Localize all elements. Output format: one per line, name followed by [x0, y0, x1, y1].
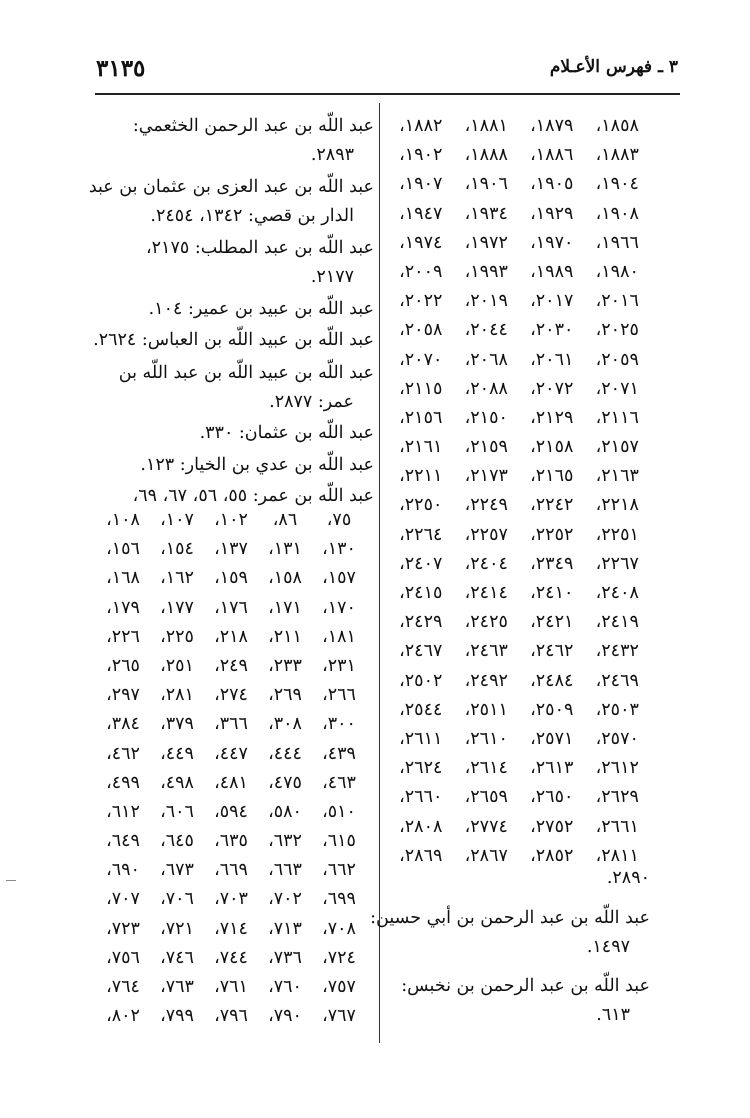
- number-row: [388, 671, 650, 700]
- page-reference: ٢٤٠٧،: [399, 553, 443, 574]
- page-reference: ٢٢٦٤،: [399, 524, 443, 545]
- page-reference: ٢٦١٠،: [464, 728, 508, 749]
- page-reference: ١٣١،: [268, 539, 302, 560]
- page-reference: ٢٥٠٢،: [399, 670, 443, 691]
- page-reference: ١٨٨١،: [464, 116, 508, 136]
- page-reference: ٢٥١١،: [464, 699, 508, 720]
- page-reference: ٢٢١١،: [399, 466, 443, 487]
- page-reference: ١٥٦،: [106, 539, 140, 560]
- page-reference: ٢٠٤٤،: [464, 320, 508, 341]
- index-entry: [93, 326, 374, 355]
- entry-continuation: ١٤٩٧.: [586, 937, 630, 957]
- index-entry: [96, 482, 374, 511]
- header-rule: [95, 93, 680, 95]
- number-row: [96, 860, 366, 889]
- page-reference: ٢٤٣٢،: [595, 641, 639, 662]
- index-entry: [96, 359, 374, 417]
- page-reference: ٦٠٦،: [160, 801, 194, 822]
- page-reference: ٤٤٤،: [268, 743, 302, 764]
- page-reference: ٢٤٩،: [214, 655, 248, 676]
- page-reference: ١٩٤٧،: [399, 203, 443, 224]
- page-reference: ١٦٢،: [160, 568, 194, 589]
- page-reference: ٢٠٥٨،: [399, 320, 443, 341]
- number-row: [96, 627, 366, 656]
- page-reference: ١٣٧،: [214, 539, 248, 560]
- page-reference: ٢٦١٣،: [530, 758, 574, 779]
- page-reference: ٧٦٣،: [160, 977, 194, 997]
- number-row: [96, 919, 366, 948]
- number-row: [96, 1006, 366, 1035]
- page-reference: ٢١٥٠،: [464, 407, 508, 428]
- page-reference: ٢٢٥١،: [595, 524, 639, 545]
- page-reference: ٢٢٥،: [160, 626, 194, 647]
- page-reference: ٣٨٤،: [106, 714, 140, 735]
- page-reference: ٢٢٥٠،: [399, 495, 443, 516]
- number-row: [96, 802, 366, 831]
- page-reference: ٢٨٦٧،: [464, 845, 508, 866]
- page-reference: ٢٤٢١،: [530, 612, 574, 633]
- entry-continuation: الدار بن قصي: ١٣٤٢، ٢٤٥٤.: [150, 206, 354, 226]
- page-reference: ٤٩٩،: [106, 772, 140, 793]
- index-entry: [88, 173, 374, 231]
- page-reference: ٨٠٢،: [106, 1006, 140, 1027]
- page-reference: ١٩٨٠،: [595, 261, 639, 282]
- page-reference: ٦٧٣،: [160, 860, 194, 881]
- page-reference: ٧٠٢،: [268, 889, 302, 910]
- page-reference: ٢٦٦٠،: [399, 787, 443, 808]
- page-reference: ٢٦٦١،: [595, 816, 639, 837]
- number-row: [388, 291, 650, 320]
- page-reference: ١٧٧،: [160, 597, 194, 618]
- page-reference: ٣٠٨،: [268, 714, 302, 735]
- page-reference: ٢٨١١،: [595, 845, 639, 866]
- page-reference: ٢٣٤٩،: [530, 553, 574, 574]
- page-reference: ٥١٠،: [322, 801, 356, 822]
- page-reference: ٧٤٦،: [160, 947, 194, 968]
- page-reference: ٢٦١٢،: [595, 758, 639, 779]
- page-reference: ١٩٨٩،: [530, 261, 574, 282]
- page-reference: ٤٦٣،: [322, 772, 356, 793]
- page-reference: ١٥٩،: [214, 568, 248, 589]
- page-number: ٣١٣٥: [96, 55, 146, 82]
- page-reference: ٢٦٩،: [268, 685, 302, 706]
- entry-heading: عبد اللّه بن عدي بن الخيار: ١٢٣.: [140, 455, 374, 475]
- page-reference: ٢٥١،: [160, 655, 194, 676]
- page-reference: ٧٢٣،: [106, 918, 140, 939]
- number-row: [388, 495, 650, 524]
- page-reference: ١٨٨٨،: [464, 145, 508, 166]
- page-reference: ١٦٨،: [106, 568, 140, 589]
- page-reference: ١٩٠٦،: [464, 174, 508, 195]
- page-reference: ١٩٩٣،: [464, 261, 508, 282]
- number-row: [388, 612, 650, 641]
- page-reference: ٤٨١،: [214, 772, 248, 793]
- number-row: [388, 787, 650, 816]
- page-reference: ٢١٥٧،: [595, 437, 639, 458]
- page-reference: ١٩٦٦،: [595, 232, 639, 253]
- page-reference: ٦٣٥،: [214, 831, 248, 852]
- page-reference: ١٨٥٨،: [595, 116, 639, 136]
- page-reference: ٦٩٠،: [106, 860, 140, 881]
- number-row: [388, 233, 650, 262]
- page-reference: ١٧٠،: [322, 597, 356, 618]
- page-reference: ٧٩٠،: [268, 1006, 302, 1027]
- page-reference: ٢٤٨٤،: [530, 670, 574, 691]
- entry-continuation: ٢٨٩٣.: [310, 145, 354, 165]
- page-reference: ٥٩٤،: [214, 801, 248, 822]
- page-reference: ٢٦١١،: [399, 728, 443, 749]
- page-reference: ٢٢٥٢،: [530, 524, 574, 545]
- page-reference: ١٨١،: [322, 626, 356, 647]
- number-row: [388, 758, 650, 787]
- page-reference: ٧٩٩،: [160, 1006, 194, 1027]
- number-row: [388, 641, 650, 670]
- page-reference: ٢٤٠٨،: [595, 583, 639, 603]
- index-entry: [96, 112, 374, 170]
- page-reference: ٣٦٦،: [214, 714, 248, 735]
- page-reference: ٢٦٥،: [106, 655, 140, 676]
- page-reference: ٢٤١٩،: [595, 612, 639, 633]
- page-reference: ٢٥٤٤،: [399, 699, 443, 720]
- number-row: [96, 948, 366, 977]
- page-reference: ٢١٦١،: [399, 437, 443, 458]
- entry-heading: عبد اللّه بن عبيد بن عمير: ١٠٤.: [148, 299, 374, 319]
- right-column-tail: [370, 864, 650, 1034]
- index-entry: [388, 972, 650, 1030]
- page-reference: ٢٦٥٠،: [530, 787, 574, 808]
- number-row: [388, 379, 650, 408]
- page-reference: ٢٠٠٩،: [399, 261, 443, 282]
- page-reference: ١٩٧٢،: [464, 232, 508, 253]
- entry-heading: عبد اللّه بن عبد الرحمن الخثعمي:: [132, 116, 374, 136]
- page-reference: ٢٣١،: [322, 655, 356, 676]
- number-row: [388, 437, 650, 466]
- page-reference: ٢٤٦٧،: [399, 641, 443, 662]
- page-reference: ٦٣٢،: [268, 831, 302, 852]
- page-reference: ٥٨٠،: [268, 801, 302, 822]
- page-reference: ٢٠١٧،: [530, 291, 574, 312]
- page-reference: ٢٦٦،: [322, 685, 356, 706]
- page-reference: ١٠٨،: [106, 510, 140, 530]
- page-reference: ٧٠٧،: [106, 889, 140, 910]
- number-row: [388, 116, 650, 145]
- page-reference: ٢٠٨٨،: [464, 378, 508, 399]
- page-reference: ٧٥٧،: [322, 977, 356, 997]
- page-reference: ٤٤٩،: [160, 743, 194, 764]
- number-row: [96, 714, 366, 743]
- number-row: [388, 700, 650, 729]
- page-reference: ٤٦٢،: [106, 743, 140, 764]
- page-reference: ١٥٨،: [268, 568, 302, 589]
- page-reference: ٢٠٦١،: [530, 349, 574, 370]
- page-reference: ٢١١٥،: [399, 378, 443, 399]
- page-reference: ٧٣٦،: [268, 947, 302, 968]
- number-row: [388, 583, 650, 612]
- column-divider: [379, 103, 380, 1043]
- entry-heading: عبد اللّه بن عبيد اللّه بن العباس: ٢٦٢٤.: [93, 330, 374, 350]
- entry-heading: عبد اللّه بن عبد المطلب: ٢١٧٥،: [146, 238, 374, 258]
- page-reference: ١٩٠٤،: [595, 174, 639, 195]
- entry-continuation: ٦١٣.: [596, 1005, 630, 1025]
- page-reference: ٢٤١٠،: [530, 583, 574, 603]
- page-reference: ٢١٥٨،: [530, 437, 574, 458]
- number-row: [388, 204, 650, 233]
- page-reference: ٢١١،: [268, 626, 302, 647]
- page-reference: ٢٠٧١،: [595, 378, 639, 399]
- page-reference: ١٧٦،: [214, 597, 248, 618]
- page-reference: ٢٣٣،: [268, 655, 302, 676]
- number-row: [96, 656, 366, 685]
- page-reference: ٧٢٤،: [322, 947, 356, 968]
- page-reference: ١٧١،: [268, 597, 302, 618]
- page-reference: ٧١٤،: [214, 918, 248, 939]
- page-reference: ٢٤٢٥،: [464, 612, 508, 633]
- page-reference: ٢٨١،: [160, 685, 194, 706]
- page-reference: ٦١٢،: [106, 801, 140, 822]
- page-reference: ٧٦٧،: [322, 1006, 356, 1027]
- page-reference: ٧٢١،: [160, 918, 194, 939]
- page-reference: ٢٤٦٣،: [464, 641, 508, 662]
- entry-heading: عبد اللّه بن عثمان: ٣٣٠.: [199, 423, 374, 443]
- page-reference: ٢٠٣٠،: [530, 320, 574, 341]
- page-reference: ٣٠٠،: [322, 714, 356, 735]
- right-number-grid: [388, 116, 650, 875]
- page-reference: ٦٦٢،: [322, 860, 356, 881]
- number-row: [388, 554, 650, 583]
- number-row: [96, 568, 366, 597]
- page-reference: ١٩٠٥،: [530, 174, 574, 195]
- index-entry: [370, 904, 650, 962]
- page-reference: ٢١٦٣،: [595, 466, 639, 487]
- page-reference: ٢٧٥٢،: [530, 816, 574, 837]
- page-reference: ٧٩٦،: [214, 1006, 248, 1027]
- left-number-grid: [96, 510, 366, 1035]
- page-reference: ١٩٠٧،: [399, 174, 443, 195]
- entry-heading: عبد اللّه بن عبد الرحمن بن نخبس:: [401, 976, 650, 996]
- entry-heading: عبد اللّه بن عبيد اللّه بن عبد اللّه بن: [118, 363, 374, 383]
- page-reference: ١٧٩،: [106, 597, 140, 618]
- page-reference: ١٣٠،: [322, 539, 356, 560]
- number-row: [388, 145, 650, 174]
- page-reference: ٢٩٧،: [106, 685, 140, 706]
- number-row: [96, 889, 366, 918]
- page-reference: ٢٢٥٧،: [464, 524, 508, 545]
- page-reference: ٢٠٢٢،: [399, 291, 443, 312]
- page-reference: ٢٤٦٢،: [530, 641, 574, 662]
- number-row: [96, 977, 366, 1006]
- page-reference: ١٠٧،: [160, 510, 194, 530]
- page-reference: ٤٧٥،: [268, 772, 302, 793]
- page-reference: ٧١٣،: [268, 918, 302, 939]
- page-reference: ٧٦٤،: [106, 977, 140, 997]
- page-reference: ٢٧٤،: [214, 685, 248, 706]
- page-reference: ١٥٤،: [160, 539, 194, 560]
- page-reference: ٦٦٩،: [214, 860, 248, 881]
- page-reference: ٢٤١٤،: [464, 583, 508, 603]
- entry-heading: عبد اللّه بن عبد الرحمن بن أبي حسين:: [370, 908, 650, 928]
- page-reference: ٢٥٠٩،: [530, 699, 574, 720]
- page-reference: ٢١٧٣،: [464, 466, 508, 487]
- number-row: [96, 598, 366, 627]
- page-reference: ٢٦٢٩،: [595, 787, 639, 808]
- page-reference: ٢٤١٥،: [399, 583, 443, 603]
- page-reference: ٢٥٠٣،: [595, 699, 639, 720]
- page-reference: ٢٤٠٤،: [464, 553, 508, 574]
- number-row: [388, 729, 650, 758]
- number-row: [96, 685, 366, 714]
- page-reference: ١٩٠٨،: [595, 203, 639, 224]
- page-reference: ١٩٧٠،: [530, 232, 574, 253]
- page-reference: ٢٢٦٧،: [595, 553, 639, 574]
- page-reference: ١٠٢،: [214, 510, 248, 530]
- page-reference: ١٨٧٩،: [530, 116, 574, 136]
- page-reference: ٢٠١٦،: [595, 291, 639, 312]
- page-reference: ٧٤٤،: [214, 947, 248, 968]
- number-row: [96, 539, 366, 568]
- page-reference: ١٩٠٢،: [399, 145, 443, 166]
- page-reference: ٤٩٨،: [160, 772, 194, 793]
- page-reference: ١٨٨٣،: [595, 145, 639, 166]
- page-reference: ٧٠٦،: [160, 889, 194, 910]
- page-reference: ٢٢١٨،: [595, 495, 639, 516]
- page-reference: ٢٦٥٩،: [464, 787, 508, 808]
- index-entry: [96, 419, 374, 448]
- page-reference: ٢٢٤٢،: [530, 495, 574, 516]
- page-reference: ٢٨٦٩،: [399, 845, 443, 866]
- page-reference: ٢٤٦٩،: [595, 670, 639, 691]
- page-reference: ٧٠٣،: [214, 889, 248, 910]
- page-reference: ٧٥،: [326, 510, 352, 530]
- number-row: [96, 744, 366, 773]
- index-entry: [96, 451, 374, 480]
- page-reference: ٢٥٧٠،: [595, 728, 639, 749]
- page-reference: ٦٤٥،: [160, 831, 194, 852]
- page-reference: ٢٠٧٠،: [399, 349, 443, 370]
- page-reference: ٧٦١،: [214, 977, 248, 997]
- entry-continuation: عمر: ٢٨٧٧.: [269, 392, 354, 412]
- section-title: ٣ ـ فهرس الأعـلام: [549, 57, 678, 77]
- entry-heading: عبد اللّه بن عمر: ٥٥، ٥٦، ٦٧، ٦٩،: [132, 486, 374, 506]
- page-reference: ٤٣٩،: [322, 743, 356, 764]
- margin-mark: [6, 880, 16, 881]
- page-reference: ٢١٥٩،: [464, 437, 508, 458]
- page-reference: ١٨٨٢،: [399, 116, 443, 136]
- page-reference: ٢٢٤٩،: [464, 495, 508, 516]
- page-reference: ٢٧٧٤،: [464, 816, 508, 837]
- number-row: [388, 262, 650, 291]
- page-reference: ٤٤٧،: [214, 743, 248, 764]
- page-reference: ٢٤٩٢،: [464, 670, 508, 691]
- page-reference: ٢٤٢٩،: [399, 612, 443, 633]
- page-reference: ١٩٢٩،: [530, 203, 574, 224]
- number-row: [96, 831, 366, 860]
- page-reference: ٢٦٢٤،: [399, 758, 443, 779]
- number-row: [96, 773, 366, 802]
- page-reference: ٢٢٦،: [106, 626, 140, 647]
- page-reference: ٢٠١٩،: [464, 291, 508, 312]
- reference-tail: ٢٨٩٠.: [606, 868, 650, 888]
- number-row: [388, 466, 650, 495]
- page-reference: ٢١٥٦،: [399, 407, 443, 428]
- page-reference: ٦٤٩،: [106, 831, 140, 852]
- page-reference: ٦٦٣،: [268, 860, 302, 881]
- page-reference: ١٥٧،: [322, 568, 356, 589]
- number-row: [96, 510, 366, 539]
- page-reference: ٧٥٦،: [106, 947, 140, 968]
- index-entry: [96, 295, 374, 324]
- page-reference: ٢٨٠٨،: [399, 816, 443, 837]
- page-reference: ٧٠٨،: [322, 918, 356, 939]
- page-reference: ٢٠٦٨،: [464, 349, 508, 370]
- page-reference: ٢١٢٩،: [530, 407, 574, 428]
- page-reference: ٢٠٢٥،: [595, 320, 639, 341]
- page-reference: ٢١١٦،: [595, 407, 639, 428]
- page-header: [0, 0, 750, 90]
- page-reference: ١٨٨٦،: [530, 145, 574, 166]
- page-reference: ٢٥٧١،: [530, 728, 574, 749]
- number-row: [388, 320, 650, 349]
- number-row: [388, 174, 650, 203]
- page-reference: ١٩٣٤،: [464, 203, 508, 224]
- entry-continuation: ٢١٧٧.: [310, 267, 354, 287]
- page-reference: ٣٧٩،: [160, 714, 194, 735]
- page-reference: ٨٦،: [272, 510, 298, 530]
- page-reference: ٦١٥،: [322, 831, 356, 852]
- number-row: [388, 350, 650, 379]
- page-reference: ١٩٧٤،: [399, 232, 443, 253]
- page-reference: ٦٩٩،: [322, 889, 356, 910]
- page-reference: ٢٠٧٢،: [530, 378, 574, 399]
- number-row: [388, 408, 650, 437]
- index-entry: [96, 234, 374, 292]
- page-reference: ٢٦١٤،: [464, 758, 508, 779]
- entry-heading: عبد اللّه بن عبد العزى بن عثمان بن عبد: [88, 177, 374, 197]
- page-reference: ٢٠٥٩،: [595, 349, 639, 370]
- page-reference: ٧٦٠،: [268, 977, 302, 997]
- page-reference: ٢١٦٥،: [530, 466, 574, 487]
- page-reference: ٢١٨،: [214, 626, 248, 647]
- number-row: [388, 817, 650, 846]
- number-row: [388, 525, 650, 554]
- page-reference: ٢٨٥٢،: [530, 845, 574, 866]
